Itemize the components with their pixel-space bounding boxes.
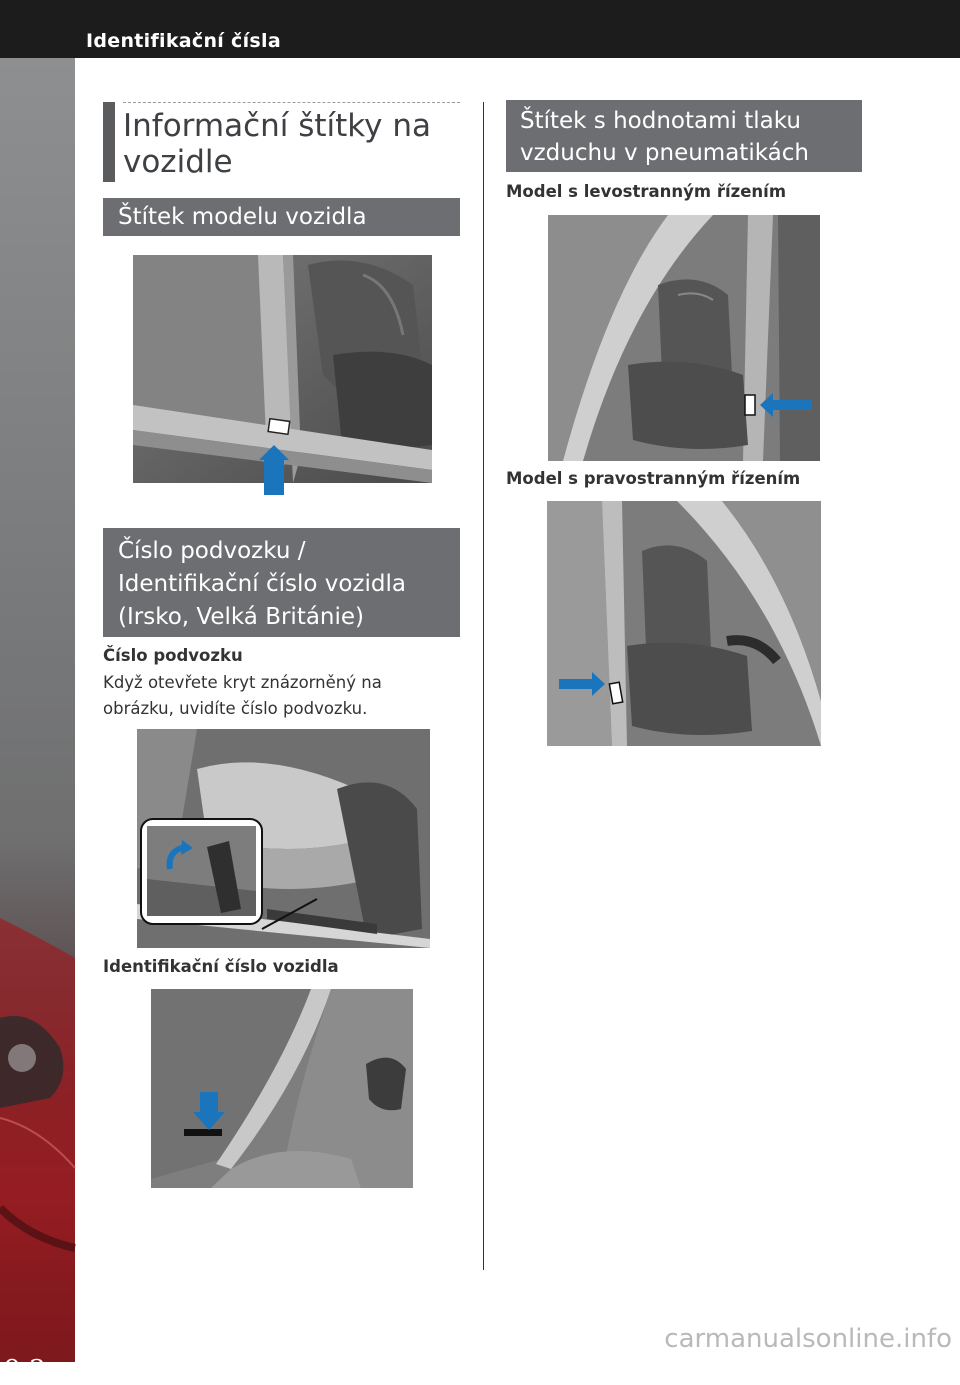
page-number: 9-2 [4,1355,46,1385]
car-image [0,58,75,1362]
figure-vin-drawing [151,989,413,1188]
heading-dotted-rule [123,102,460,103]
figure-chassis-number [137,729,430,948]
lhd-label: Model s levostranným řízením [506,182,787,201]
section-heading-line: vzduchu v pneumatikách [520,140,809,166]
chassis-text [103,670,382,722]
section-heading-tire-pressure [506,100,862,172]
header-title: Identifikační čísla [86,30,281,52]
figure-model-label [133,255,432,495]
vin-subheading: Identifikační číslo vozidla [103,957,339,976]
figure-tire-label-lhd [548,215,820,461]
figure-tire-label-rhd [547,501,821,746]
column-divider [483,102,484,1270]
section-heading-line: Štítek s hodnotami tlaku [520,108,801,134]
section-heading-text: Štítek modelu vozidla [118,204,367,230]
figure-tire-label-rhd-drawing [547,501,821,746]
header-bar [0,0,960,58]
section-heading-line: Identifikační číslo vozidla [118,571,406,597]
main-heading [103,102,460,184]
chassis-text-line: Když otevřete kryt znázorněný na [103,673,382,692]
section-heading-chassis-vin [103,528,460,637]
chassis-text-line: obrázku, uvidíte číslo podvozku. [103,699,368,718]
rhd-label: Model s pravostranným řízením [506,469,801,488]
section-heading-line: Číslo podvozku / [118,538,306,564]
main-heading-text [123,108,431,180]
sidebar-decoration [0,58,75,1385]
figure-tire-label-lhd-drawing [548,215,820,461]
figure-model-label-drawing [133,255,432,495]
figure-vin [151,989,413,1188]
section-heading-line: (Irsko, Velká Británie) [118,604,365,630]
main-heading-line: vozidle [123,144,233,180]
watermark: carmanualsonline.info [664,1324,952,1354]
chassis-subheading: Číslo podvozku [103,646,243,665]
heading-accent-bar [103,102,115,182]
vin-plate [184,1129,222,1136]
figure-chassis-number-drawing [137,729,430,948]
main-heading-line: Informační štítky na [123,108,431,144]
section-heading-model-label [103,198,460,236]
